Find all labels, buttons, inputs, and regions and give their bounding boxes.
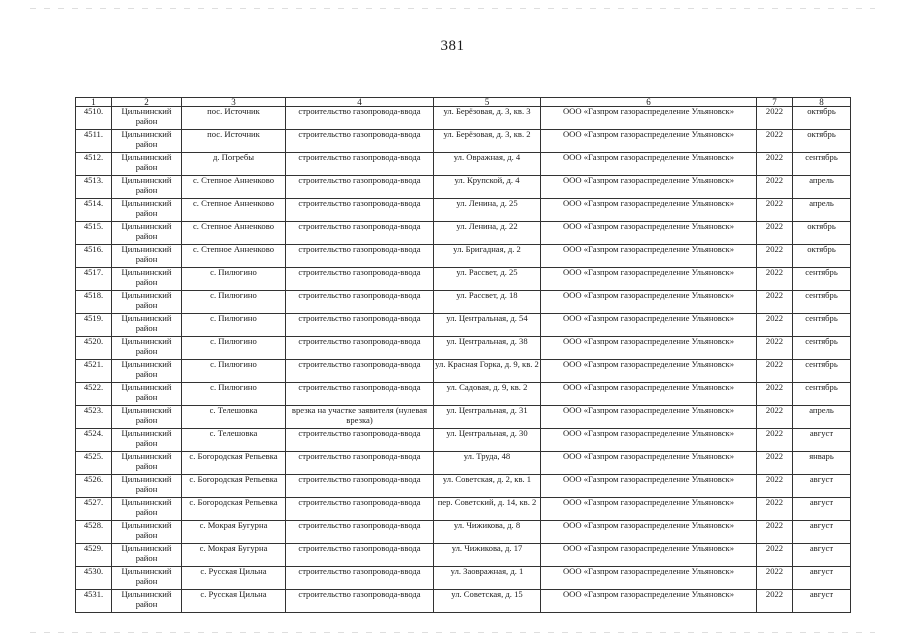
table-row bbox=[76, 590, 851, 613]
cell-district: Цильнинский район bbox=[112, 429, 182, 452]
cell-organization: ООО «Газпром газораспределение Ульяновск» bbox=[541, 475, 757, 498]
cell-district: Цильнинский район bbox=[112, 314, 182, 337]
cell-settlement: с. Пилюгино bbox=[182, 314, 286, 337]
cell-year: 2022 bbox=[757, 383, 793, 406]
cell-row-number: 4530. bbox=[76, 567, 112, 590]
cell-settlement: с. Степное Анненково bbox=[182, 245, 286, 268]
cell-district: Цильнинский район bbox=[112, 567, 182, 590]
cell-organization: ООО «Газпром газораспределение Ульяновск» bbox=[541, 567, 757, 590]
cell-settlement: пос. Источник bbox=[182, 130, 286, 153]
cell-address: ул. Берёзовая, д. 3, кв. 3 bbox=[434, 107, 541, 130]
column-header: 7 bbox=[757, 98, 793, 107]
cell-work-type: строительство газопровода-ввода bbox=[286, 153, 434, 176]
cell-row-number: 4512. bbox=[76, 153, 112, 176]
cell-address: ул. Крупской, д. 4 bbox=[434, 176, 541, 199]
column-number-row bbox=[76, 98, 851, 107]
cell-organization: ООО «Газпром газораспределение Ульяновск» bbox=[541, 360, 757, 383]
cell-month: сентябрь bbox=[793, 268, 851, 291]
cell-district: Цильнинский район bbox=[112, 383, 182, 406]
column-header: 2 bbox=[112, 98, 182, 107]
cell-organization: ООО «Газпром газораспределение Ульяновск» bbox=[541, 314, 757, 337]
table-row bbox=[76, 475, 851, 498]
cell-organization: ООО «Газпром газораспределение Ульяновск» bbox=[541, 291, 757, 314]
table-row bbox=[76, 176, 851, 199]
cell-address: ул. Бригадная, д. 2 bbox=[434, 245, 541, 268]
cell-year: 2022 bbox=[757, 199, 793, 222]
table-row bbox=[76, 452, 851, 475]
cell-work-type: строительство газопровода-ввода bbox=[286, 130, 434, 153]
table-row bbox=[76, 268, 851, 291]
cell-address: ул. Рассвет, д. 25 bbox=[434, 268, 541, 291]
cell-month: октябрь bbox=[793, 245, 851, 268]
cell-address: ул. Чижикова, д. 8 bbox=[434, 521, 541, 544]
cell-district: Цильнинский район bbox=[112, 544, 182, 567]
cell-row-number: 4531. bbox=[76, 590, 112, 613]
cell-address: ул. Ленина, д. 22 bbox=[434, 222, 541, 245]
cell-month: август bbox=[793, 567, 851, 590]
cell-row-number: 4524. bbox=[76, 429, 112, 452]
cell-month: январь bbox=[793, 452, 851, 475]
cell-settlement: с. Богородская Репьевка bbox=[182, 498, 286, 521]
cell-address: ул. Ленина, д. 25 bbox=[434, 199, 541, 222]
cell-organization: ООО «Газпром газораспределение Ульяновск» bbox=[541, 406, 757, 429]
cell-year: 2022 bbox=[757, 222, 793, 245]
cell-work-type: строительство газопровода-ввода bbox=[286, 498, 434, 521]
column-header: 8 bbox=[793, 98, 851, 107]
cell-work-type: врезка на участке заявителя (нулевая врезка) bbox=[286, 406, 434, 429]
gas-connection-table bbox=[75, 97, 851, 613]
cell-address: ул. Центральная, д. 30 bbox=[434, 429, 541, 452]
cell-settlement: с. Богородская Репьевка bbox=[182, 452, 286, 475]
cell-month: апрель bbox=[793, 176, 851, 199]
cell-address: ул. Советская, д. 2, кв. 1 bbox=[434, 475, 541, 498]
table-row bbox=[76, 544, 851, 567]
cell-work-type: строительство газопровода-ввода bbox=[286, 268, 434, 291]
cell-row-number: 4513. bbox=[76, 176, 112, 199]
cell-organization: ООО «Газпром газораспределение Ульяновск» bbox=[541, 176, 757, 199]
table-row bbox=[76, 130, 851, 153]
cell-settlement: с. Пилюгино bbox=[182, 337, 286, 360]
cell-year: 2022 bbox=[757, 475, 793, 498]
cell-month: август bbox=[793, 521, 851, 544]
cell-row-number: 4521. bbox=[76, 360, 112, 383]
cell-address: ул. Берёзовая, д. 3, кв. 2 bbox=[434, 130, 541, 153]
cell-district: Цильнинский район bbox=[112, 130, 182, 153]
cell-work-type: строительство газопровода-ввода bbox=[286, 521, 434, 544]
table-row bbox=[76, 521, 851, 544]
cell-year: 2022 bbox=[757, 107, 793, 130]
cell-address: ул. Садовая, д. 9, кв. 2 bbox=[434, 383, 541, 406]
cell-row-number: 4515. bbox=[76, 222, 112, 245]
table-row bbox=[76, 337, 851, 360]
table-row bbox=[76, 107, 851, 130]
table-row bbox=[76, 406, 851, 429]
cell-month: август bbox=[793, 498, 851, 521]
cell-year: 2022 bbox=[757, 406, 793, 429]
cell-settlement: д. Погребы bbox=[182, 153, 286, 176]
cell-work-type: строительство газопровода-ввода bbox=[286, 567, 434, 590]
cell-organization: ООО «Газпром газораспределение Ульяновск» bbox=[541, 521, 757, 544]
cell-address: ул. Советская, д. 15 bbox=[434, 590, 541, 613]
cell-organization: ООО «Газпром газораспределение Ульяновск» bbox=[541, 245, 757, 268]
cell-month: октябрь bbox=[793, 107, 851, 130]
scan-edge-top bbox=[30, 8, 875, 9]
cell-month: апрель bbox=[793, 199, 851, 222]
cell-organization: ООО «Газпром газораспределение Ульяновск» bbox=[541, 429, 757, 452]
cell-year: 2022 bbox=[757, 544, 793, 567]
cell-year: 2022 bbox=[757, 176, 793, 199]
cell-year: 2022 bbox=[757, 314, 793, 337]
cell-month: апрель bbox=[793, 406, 851, 429]
cell-organization: ООО «Газпром газораспределение Ульяновск» bbox=[541, 544, 757, 567]
cell-row-number: 4514. bbox=[76, 199, 112, 222]
cell-month: сентябрь bbox=[793, 360, 851, 383]
cell-month: сентябрь bbox=[793, 383, 851, 406]
cell-year: 2022 bbox=[757, 429, 793, 452]
cell-work-type: строительство газопровода-ввода bbox=[286, 475, 434, 498]
cell-organization: ООО «Газпром газораспределение Ульяновск» bbox=[541, 199, 757, 222]
cell-row-number: 4526. bbox=[76, 475, 112, 498]
cell-settlement: с. Мокрая Бугурна bbox=[182, 544, 286, 567]
cell-work-type: строительство газопровода-ввода bbox=[286, 314, 434, 337]
cell-row-number: 4510. bbox=[76, 107, 112, 130]
cell-year: 2022 bbox=[757, 130, 793, 153]
cell-settlement: с. Степное Анненково bbox=[182, 199, 286, 222]
cell-month: август bbox=[793, 475, 851, 498]
cell-work-type: строительство газопровода-ввода bbox=[286, 383, 434, 406]
cell-organization: ООО «Газпром газораспределение Ульяновск» bbox=[541, 590, 757, 613]
cell-month: сентябрь bbox=[793, 314, 851, 337]
table-row bbox=[76, 199, 851, 222]
cell-district: Цильнинский район bbox=[112, 268, 182, 291]
page-number: 381 bbox=[440, 38, 465, 54]
cell-work-type: строительство газопровода-ввода bbox=[286, 429, 434, 452]
cell-district: Цильнинский район bbox=[112, 475, 182, 498]
cell-address: ул. Овражная, д. 4 bbox=[434, 153, 541, 176]
cell-district: Цильнинский район bbox=[112, 452, 182, 475]
cell-address: ул. Заовражная, д. 1 bbox=[434, 567, 541, 590]
table-row bbox=[76, 383, 851, 406]
cell-settlement: с. Степное Анненково bbox=[182, 222, 286, 245]
cell-month: август bbox=[793, 544, 851, 567]
cell-month: сентябрь bbox=[793, 337, 851, 360]
cell-address: ул. Труда, 48 bbox=[434, 452, 541, 475]
table-body bbox=[76, 107, 851, 613]
table-row bbox=[76, 314, 851, 337]
cell-year: 2022 bbox=[757, 245, 793, 268]
cell-settlement: с. Русская Цильна bbox=[182, 567, 286, 590]
cell-address: ул. Чижикова, д. 17 bbox=[434, 544, 541, 567]
cell-month: октябрь bbox=[793, 222, 851, 245]
cell-settlement: с. Мокрая Бугурна bbox=[182, 521, 286, 544]
cell-work-type: строительство газопровода-ввода bbox=[286, 245, 434, 268]
cell-address: пер. Советский, д. 14, кв. 2 bbox=[434, 498, 541, 521]
cell-work-type: строительство газопровода-ввода bbox=[286, 337, 434, 360]
cell-row-number: 4529. bbox=[76, 544, 112, 567]
cell-organization: ООО «Газпром газораспределение Ульяновск» bbox=[541, 337, 757, 360]
cell-work-type: строительство газопровода-ввода bbox=[286, 199, 434, 222]
table-row bbox=[76, 360, 851, 383]
cell-organization: ООО «Газпром газораспределение Ульяновск» bbox=[541, 452, 757, 475]
cell-work-type: строительство газопровода-ввода bbox=[286, 107, 434, 130]
cell-row-number: 4519. bbox=[76, 314, 112, 337]
cell-address: ул. Центральная, д. 54 bbox=[434, 314, 541, 337]
column-header: 5 bbox=[434, 98, 541, 107]
table-row bbox=[76, 222, 851, 245]
cell-row-number: 4517. bbox=[76, 268, 112, 291]
table-row bbox=[76, 567, 851, 590]
table-row bbox=[76, 498, 851, 521]
cell-district: Цильнинский район bbox=[112, 337, 182, 360]
table-row bbox=[76, 153, 851, 176]
cell-year: 2022 bbox=[757, 360, 793, 383]
cell-organization: ООО «Газпром газораспределение Ульяновск» bbox=[541, 498, 757, 521]
cell-district: Цильнинский район bbox=[112, 360, 182, 383]
cell-organization: ООО «Газпром газораспределение Ульяновск» bbox=[541, 130, 757, 153]
cell-settlement: с. Пилюгино bbox=[182, 383, 286, 406]
cell-settlement: с. Телешовка bbox=[182, 406, 286, 429]
cell-month: сентябрь bbox=[793, 153, 851, 176]
cell-settlement: с. Пилюгино bbox=[182, 268, 286, 291]
table-row bbox=[76, 291, 851, 314]
cell-row-number: 4520. bbox=[76, 337, 112, 360]
cell-organization: ООО «Газпром газораспределение Ульяновск» bbox=[541, 153, 757, 176]
cell-district: Цильнинский район bbox=[112, 107, 182, 130]
cell-work-type: строительство газопровода-ввода bbox=[286, 222, 434, 245]
cell-district: Цильнинский район bbox=[112, 521, 182, 544]
column-header: 4 bbox=[286, 98, 434, 107]
cell-work-type: строительство газопровода-ввода bbox=[286, 291, 434, 314]
column-header: 3 bbox=[182, 98, 286, 107]
cell-year: 2022 bbox=[757, 567, 793, 590]
cell-address: ул. Центральная, д. 38 bbox=[434, 337, 541, 360]
cell-row-number: 4525. bbox=[76, 452, 112, 475]
cell-district: Цильнинский район bbox=[112, 498, 182, 521]
cell-settlement: с. Русская Цильна bbox=[182, 590, 286, 613]
cell-organization: ООО «Газпром газораспределение Ульяновск» bbox=[541, 268, 757, 291]
cell-district: Цильнинский район bbox=[112, 590, 182, 613]
cell-row-number: 4527. bbox=[76, 498, 112, 521]
cell-year: 2022 bbox=[757, 590, 793, 613]
cell-settlement: с. Пилюгино bbox=[182, 360, 286, 383]
cell-settlement: пос. Источник bbox=[182, 107, 286, 130]
cell-district: Цильнинский район bbox=[112, 176, 182, 199]
cell-year: 2022 bbox=[757, 153, 793, 176]
cell-district: Цильнинский район bbox=[112, 245, 182, 268]
cell-settlement: с. Степное Анненково bbox=[182, 176, 286, 199]
cell-row-number: 4528. bbox=[76, 521, 112, 544]
cell-year: 2022 bbox=[757, 337, 793, 360]
cell-work-type: строительство газопровода-ввода bbox=[286, 544, 434, 567]
column-header: 6 bbox=[541, 98, 757, 107]
cell-year: 2022 bbox=[757, 498, 793, 521]
cell-work-type: строительство газопровода-ввода bbox=[286, 176, 434, 199]
cell-organization: ООО «Газпром газораспределение Ульяновск» bbox=[541, 383, 757, 406]
column-header: 1 bbox=[76, 98, 112, 107]
cell-row-number: 4511. bbox=[76, 130, 112, 153]
cell-month: август bbox=[793, 429, 851, 452]
cell-year: 2022 bbox=[757, 452, 793, 475]
cell-row-number: 4522. bbox=[76, 383, 112, 406]
cell-row-number: 4523. bbox=[76, 406, 112, 429]
cell-district: Цильнинский район bbox=[112, 291, 182, 314]
cell-work-type: строительство газопровода-ввода bbox=[286, 452, 434, 475]
cell-settlement: с. Пилюгино bbox=[182, 291, 286, 314]
cell-address: ул. Рассвет, д. 18 bbox=[434, 291, 541, 314]
cell-month: октябрь bbox=[793, 130, 851, 153]
cell-settlement: с. Богородская Репьевка bbox=[182, 475, 286, 498]
scan-edge-bottom bbox=[30, 632, 875, 633]
cell-work-type: строительство газопровода-ввода bbox=[286, 590, 434, 613]
cell-address: ул. Красная Горка, д. 9, кв. 2 bbox=[434, 360, 541, 383]
cell-year: 2022 bbox=[757, 268, 793, 291]
cell-settlement: с. Телешовка bbox=[182, 429, 286, 452]
table-row bbox=[76, 245, 851, 268]
cell-row-number: 4516. bbox=[76, 245, 112, 268]
cell-work-type: строительство газопровода-ввода bbox=[286, 360, 434, 383]
table-row bbox=[76, 429, 851, 452]
cell-month: сентябрь bbox=[793, 291, 851, 314]
cell-district: Цильнинский район bbox=[112, 153, 182, 176]
cell-district: Цильнинский район bbox=[112, 406, 182, 429]
cell-organization: ООО «Газпром газораспределение Ульяновск» bbox=[541, 222, 757, 245]
cell-district: Цильнинский район bbox=[112, 222, 182, 245]
cell-organization: ООО «Газпром газораспределение Ульяновск» bbox=[541, 107, 757, 130]
cell-district: Цильнинский район bbox=[112, 199, 182, 222]
cell-year: 2022 bbox=[757, 291, 793, 314]
cell-address: ул. Центральная, д. 31 bbox=[434, 406, 541, 429]
cell-year: 2022 bbox=[757, 521, 793, 544]
cell-row-number: 4518. bbox=[76, 291, 112, 314]
cell-month: август bbox=[793, 590, 851, 613]
